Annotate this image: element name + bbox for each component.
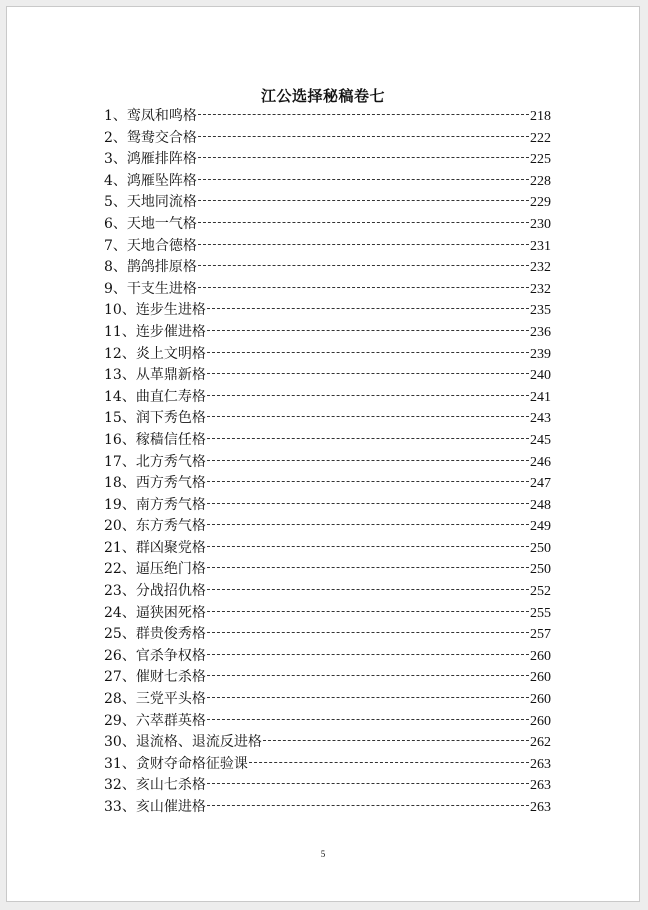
entry-number: 23、 <box>104 583 136 600</box>
entry-title: 从革鼎新格 <box>135 367 206 384</box>
toc-entry <box>104 538 551 560</box>
dot-leader <box>207 675 529 676</box>
entry-number: 12、 <box>104 345 136 362</box>
entry-page-number: 231 <box>530 238 551 254</box>
entry-page-number: 229 <box>530 195 551 211</box>
dot-leader <box>198 244 529 245</box>
entry-number: 6、 <box>104 215 127 232</box>
dot-leader <box>207 697 529 698</box>
dot-leader <box>198 136 529 137</box>
entry-page-number: 241 <box>530 389 551 405</box>
entry-number: 31、 <box>104 755 136 772</box>
dot-leader <box>207 783 529 784</box>
dot-leader <box>207 308 529 309</box>
toc-entry <box>104 732 551 754</box>
entry-title: 逼压绝门格 <box>135 561 206 578</box>
entry-page-number: 262 <box>530 735 551 751</box>
table-of-contents <box>104 106 551 819</box>
dot-leader <box>198 287 529 288</box>
entry-title: 天地合德格 <box>126 237 197 254</box>
toc-entry <box>104 603 551 625</box>
toc-entry <box>104 430 551 452</box>
toc-entry <box>104 754 551 776</box>
entry-page-number: 250 <box>530 562 551 578</box>
entry-page-number: 218 <box>530 109 551 124</box>
entry-number: 8、 <box>104 259 127 276</box>
toc-entry <box>104 667 551 689</box>
entry-title: 贪财夺命格征验课 <box>135 755 248 772</box>
dot-leader <box>207 611 529 612</box>
entry-page-number: 257 <box>530 627 551 643</box>
dot-leader <box>198 179 529 180</box>
toc-entry <box>104 106 551 128</box>
toc-entry <box>104 581 551 603</box>
entry-number: 3、 <box>104 151 127 168</box>
entry-title: 逼狭困死格 <box>135 604 206 621</box>
dot-leader <box>207 330 529 331</box>
dot-leader <box>207 460 529 461</box>
toc-entry <box>104 192 551 214</box>
document-page <box>6 6 640 902</box>
entry-number: 28、 <box>104 691 136 708</box>
entry-title: 三党平头格 <box>135 691 206 708</box>
toc-entry <box>104 149 551 171</box>
entry-number: 22、 <box>104 561 136 578</box>
entry-title: 退流格、退流反进格 <box>135 734 262 751</box>
entry-title: 天地同流格 <box>126 194 197 211</box>
entry-title: 稼穑信任格 <box>135 431 206 448</box>
entry-page-number: 232 <box>530 260 551 276</box>
entry-page-number: 243 <box>530 411 551 427</box>
entry-number: 10、 <box>104 302 136 319</box>
entry-number: 4、 <box>104 172 127 189</box>
entry-number: 2、 <box>104 129 127 146</box>
dot-leader <box>207 632 529 633</box>
toc-entry <box>104 300 551 322</box>
entry-number: 24、 <box>104 604 136 621</box>
dot-leader <box>198 222 529 223</box>
entry-number: 20、 <box>104 518 136 535</box>
toc-entry <box>104 452 551 474</box>
entry-page-number: 250 <box>530 540 551 556</box>
toc-entry <box>104 624 551 646</box>
dot-leader <box>207 503 529 504</box>
toc-entry <box>104 797 551 819</box>
entry-title: 连步催进格 <box>135 323 206 340</box>
entry-title: 群贵俊秀格 <box>135 626 206 643</box>
entry-number: 19、 <box>104 496 136 513</box>
entry-page-number: 230 <box>530 216 551 232</box>
entry-page-number: 260 <box>530 692 551 708</box>
entry-title: 曲直仁寿格 <box>135 388 206 405</box>
entry-title: 鸳鸯交合格 <box>126 129 197 146</box>
entry-page-number: 245 <box>530 432 551 448</box>
entry-number: 18、 <box>104 475 136 492</box>
toc-entry <box>104 257 551 279</box>
toc-entry <box>104 495 551 517</box>
toc-entry <box>104 711 551 733</box>
entry-title: 干支生进格 <box>126 280 197 297</box>
dot-leader <box>207 589 529 590</box>
entry-page-number: 263 <box>530 800 551 815</box>
dot-leader <box>263 740 529 741</box>
entry-title: 鸿雁排阵格 <box>126 151 197 168</box>
entry-title: 鹊鸽排原格 <box>126 259 197 276</box>
entry-number: 25、 <box>104 626 136 643</box>
dot-leader <box>207 373 529 374</box>
entry-page-number: 225 <box>530 152 551 168</box>
toc-entry <box>104 408 551 430</box>
entry-page-number: 255 <box>530 605 551 621</box>
page-number: 5 <box>320 849 326 859</box>
entry-title: 连步生进格 <box>135 302 206 319</box>
entry-number: 33、 <box>104 799 136 815</box>
toc-entry <box>104 775 551 797</box>
dot-leader <box>198 200 529 201</box>
entry-number: 13、 <box>104 367 136 384</box>
entry-number: 15、 <box>104 410 136 427</box>
entry-number: 5、 <box>104 194 127 211</box>
dot-leader <box>198 265 529 266</box>
toc-entry <box>104 516 551 538</box>
dot-leader <box>249 762 529 763</box>
entry-title: 润下秀色格 <box>135 410 206 427</box>
dot-leader <box>207 719 529 720</box>
entry-page-number: 232 <box>530 281 551 297</box>
entry-number: 16、 <box>104 431 136 448</box>
entry-number: 21、 <box>104 539 136 556</box>
entry-number: 27、 <box>104 669 136 686</box>
entry-title: 鸾凤和鸣格 <box>126 108 197 124</box>
entry-title: 东方秀气格 <box>135 518 206 535</box>
entry-number: 11、 <box>104 323 136 340</box>
dot-leader <box>207 438 529 439</box>
toc-entry <box>104 128 551 150</box>
toc-entry <box>104 344 551 366</box>
entry-title: 亥山催进格 <box>135 799 206 815</box>
toc-entry <box>104 689 551 711</box>
entry-page-number: 249 <box>530 519 551 535</box>
entry-number: 9、 <box>104 280 127 297</box>
entry-page-number: 260 <box>530 713 551 729</box>
toc-entry <box>104 214 551 236</box>
entry-page-number: 248 <box>530 497 551 513</box>
entry-page-number: 260 <box>530 648 551 664</box>
entry-number: 32、 <box>104 777 136 794</box>
entry-number: 7、 <box>104 237 127 254</box>
entry-number: 17、 <box>104 453 136 470</box>
toc-entry <box>104 646 551 668</box>
entry-page-number: 228 <box>530 173 551 189</box>
entry-number: 26、 <box>104 647 136 664</box>
toc-entry <box>104 365 551 387</box>
entry-title: 群凶聚党格 <box>135 539 206 556</box>
entry-title: 北方秀气格 <box>135 453 206 470</box>
entry-title: 官杀争权格 <box>135 647 206 664</box>
toc-entry <box>104 559 551 581</box>
entry-title: 鸿雁坠阵格 <box>126 172 197 189</box>
entry-page-number: 235 <box>530 303 551 319</box>
entry-number: 14、 <box>104 388 136 405</box>
entry-page-number: 239 <box>530 346 551 362</box>
entry-page-number: 247 <box>530 476 551 492</box>
dot-leader <box>198 114 529 115</box>
dot-leader <box>207 805 529 806</box>
entry-title: 西方秀气格 <box>135 475 206 492</box>
dot-leader <box>207 546 529 547</box>
entry-page-number: 246 <box>530 454 551 470</box>
entry-page-number: 263 <box>530 778 551 794</box>
entry-page-number: 240 <box>530 368 551 384</box>
toc-entry <box>104 473 551 495</box>
toc-entry <box>104 279 551 301</box>
entry-number: 30、 <box>104 734 136 751</box>
entry-page-number: 252 <box>530 584 551 600</box>
entry-title: 亥山七杀格 <box>135 777 206 794</box>
entry-page-number: 236 <box>530 324 551 340</box>
entry-title: 六萃群英格 <box>135 712 206 729</box>
dot-leader <box>198 157 529 158</box>
entry-number: 1、 <box>104 108 127 124</box>
entry-page-number: 222 <box>530 130 551 146</box>
toc-entry <box>104 387 551 409</box>
dot-leader <box>207 416 529 417</box>
entry-title: 炎上文明格 <box>135 345 206 362</box>
entry-title: 天地一气格 <box>126 215 197 232</box>
toc-entry <box>104 171 551 193</box>
entry-title: 分战招仇格 <box>135 583 206 600</box>
dot-leader <box>207 352 529 353</box>
entry-title: 南方秀气格 <box>135 496 206 513</box>
toc-entry <box>104 322 551 344</box>
page-title: 江公选择秘稿卷七 <box>260 87 385 105</box>
dot-leader <box>207 654 529 655</box>
dot-leader <box>207 567 529 568</box>
entry-page-number: 263 <box>530 756 551 772</box>
dot-leader <box>207 395 529 396</box>
toc-entry <box>104 236 551 258</box>
dot-leader <box>207 524 529 525</box>
dot-leader <box>207 481 529 482</box>
entry-number: 29、 <box>104 712 136 729</box>
entry-page-number: 260 <box>530 670 551 686</box>
entry-title: 催财七杀格 <box>135 669 206 686</box>
